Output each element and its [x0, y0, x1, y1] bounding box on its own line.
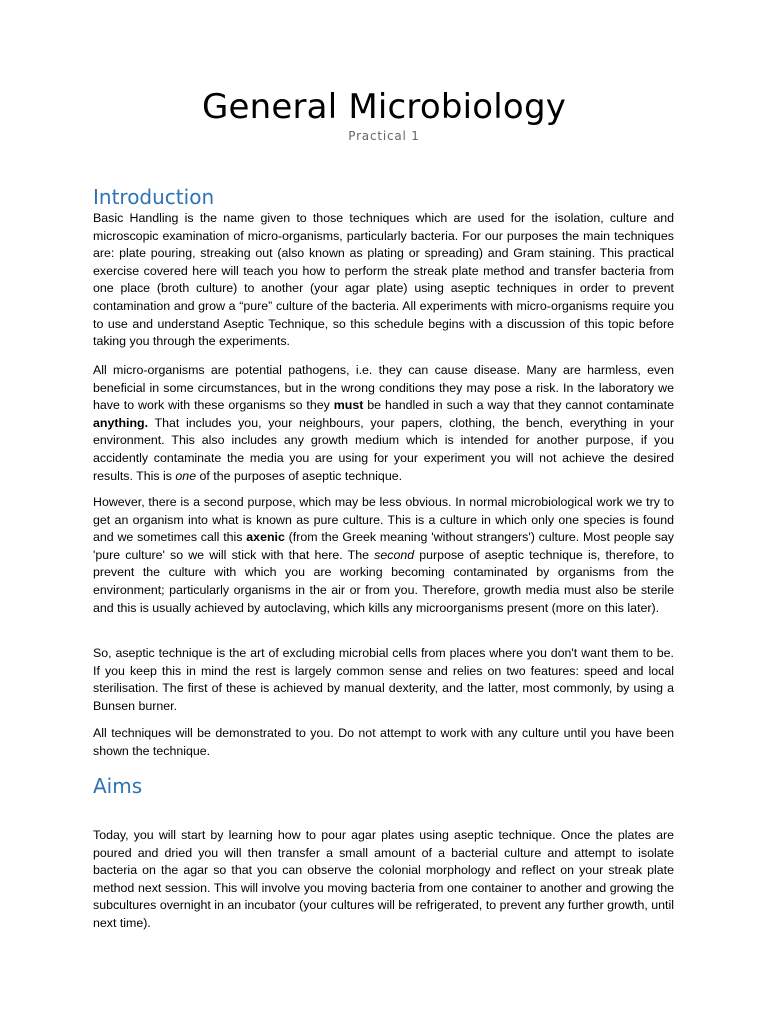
- introduction-paragraph-4: So, aseptic technique is the art of excluding microbial cells from places where you don't want them to be. If you keep this in mind the rest is largely common sense and relies on two features: speed and local sterilisation. The first of these is achieved by manual dexterity, and the latter, most commonly, by using a Bunsen burner.: [93, 646, 674, 713]
- emphasis-anything: anything.: [93, 415, 149, 430]
- text-run: (from the Greek meaning 'without strangers') culture. Most people say 'pure culture' so we will stick with that here. The: [93, 530, 674, 562]
- emphasis-must: must: [333, 398, 364, 413]
- introduction-paragraph-3: [93, 494, 674, 617]
- aims-heading: Aims: [93, 774, 143, 798]
- document-title: General Microbiology: [201, 87, 567, 127]
- text-run: of the purposes of aseptic technique.: [196, 468, 403, 483]
- emphasis-one: one: [175, 468, 197, 483]
- document-subtitle: Practical 1: [348, 129, 420, 143]
- emphasis-axenic: axenic: [246, 530, 285, 545]
- text-run: purpose of aseptic technique is, therefore, to prevent the culture with which you are working becoming contaminated by organisms from the environment; particularly organisms in the air or from you. Therefore, growth media must also be sterile and this is usually achieved by autoclaving, which kills any microorganisms present (more on this later).: [93, 547, 674, 615]
- text-run: However, there is a second purpose, which may be less obvious. In normal microbiological work we try to get an organism into what is known as pure culture. This is a culture in which only one species is found and we sometimes call this: [93, 495, 674, 545]
- aims-paragraph-1: Today, you will start by learning how to pour agar plates using aseptic technique. Once the plates are poured and dried you will then transfer a small amount of a bacterial culture and attempt to isolate bacteria on the agar so that you can observe the colonial morphology and reflect on your streak plate method next session. This will involve you moving bacteria from one container to another and growing the subcultures overnight in an incubator (your cultures will be refrigerated, to prevent any further growth, until next time).: [93, 828, 674, 930]
- emphasis-second: second: [374, 547, 415, 562]
- introduction-paragraph-5: All techniques will be demonstrated to you. Do not attempt to work with any culture until you have been shown the technique.: [93, 726, 674, 758]
- introduction-heading: Introduction: [93, 185, 215, 209]
- introduction-paragraph-1: Basic Handling is the name given to those techniques which are used for the isolation, culture and microscopic examination of micro-organisms, particularly bacteria. For our purposes the main techniques are: plate pouring, streaking out (also known as plating or spreading) and Gram staining. This practical exercise covered here will teach you how to perform the streak plate method and transfer bacteria from one place (broth culture) to another (your agar plate) using aseptic techniques in order to prevent contamination and grow a “pure” culture of the bacteria. All experiments with micro-organisms require you to use and understand Aseptic Technique, so this schedule begins with a discussion of this topic before taking you through the experiments.: [93, 211, 674, 349]
- introduction-paragraph-2: [93, 362, 674, 485]
- text-run: That includes you, your neighbours, your papers, clothing, the bench, everything in your environment. This also includes any growth medium which is intended for another purpose, if you accidently contaminate the media you are using for your experiment you will not achieve the desired results. This is: [93, 415, 674, 483]
- text-run: All micro-organisms are potential pathogens, i.e. they can cause disease. Many are harmless, even beneficial in some circumstances, but in the wrong conditions they may pose a risk. In the laboratory we have to work with these organisms so they: [93, 363, 674, 413]
- text-run: be handled in such a way that they cannot contaminate: [363, 398, 674, 413]
